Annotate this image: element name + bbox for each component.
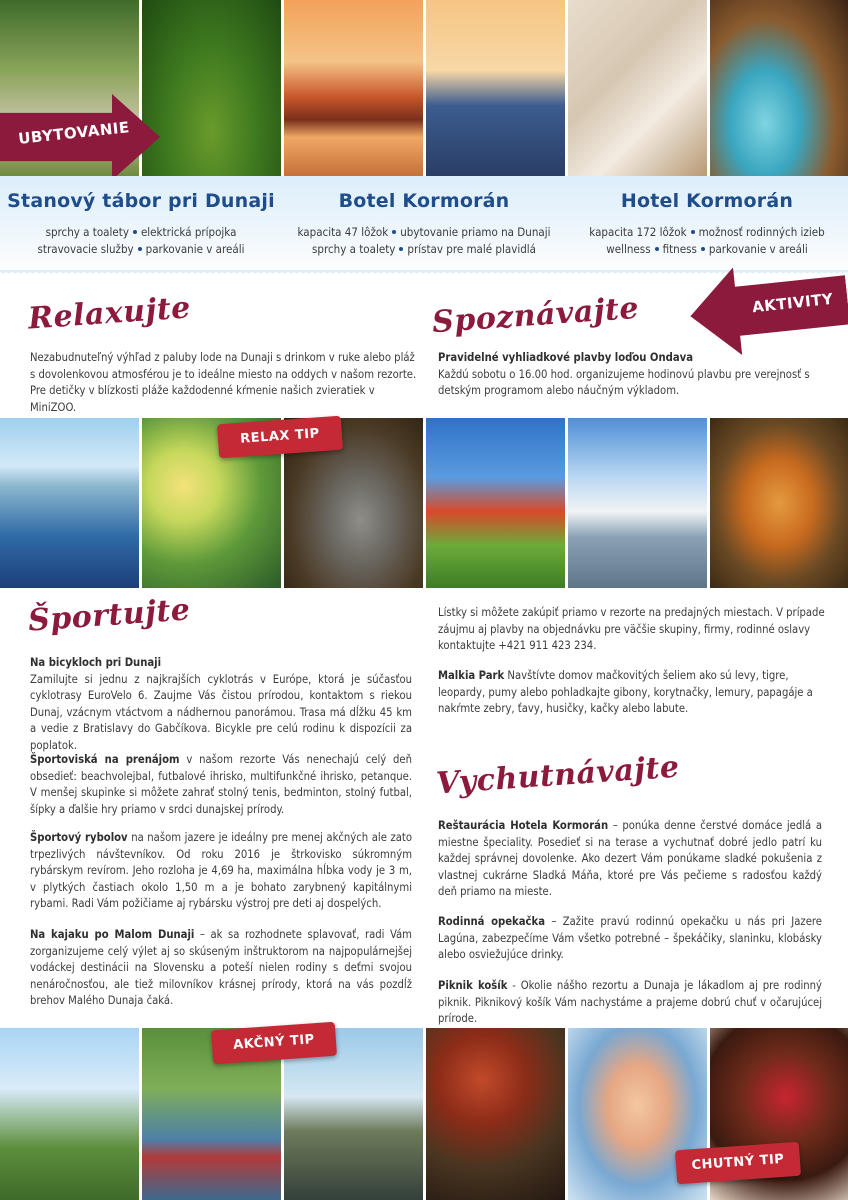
malkia-text: Navštívte domov mačkovitých šeliem ako sú levy, tigre, leopardy, pumy alebo pohladkajte gibony, korytnačky, lemury, papagáje a nakŕmte zebry, ťavy, husičky, kačky alebo labute.	[438, 669, 813, 715]
relax-text: Nezabudnuteľný výhľad z paluby lode na Dunaji s drinkom v ruke alebo pláž s dovolenkovou atmosférou je to ideálne miesto na oddych v našom rezorte. Pre detičky v blízkosti pláže každodenné kŕmenie našich zvieratiek v MiniZOO.	[30, 351, 417, 414]
taste-restaurant	[438, 818, 822, 901]
explore-cruise	[438, 350, 828, 400]
venue-feature: elektrická prípojka	[140, 225, 237, 239]
venue-features-hotel-2	[566, 241, 848, 258]
cruise-title: Pravidelné vyhliadkové plavby loďou Ondava	[438, 351, 693, 364]
venue-features-hotel-1	[566, 224, 848, 241]
taste-picnic	[438, 978, 822, 1028]
cruise-text: Každú sobotu o 16.00 hod. organizujeme hodinovú plavbu pre verejnosť s detským programom alebo náučným výkladom.	[438, 367, 810, 397]
sport-kayak	[30, 927, 412, 1010]
sport-rental	[30, 752, 412, 818]
venues-band-edge	[0, 270, 848, 276]
fishing-title: Športový rybolov	[30, 831, 128, 844]
venue-features-camp-2	[0, 241, 282, 258]
venue-feature: parkovanie v areáli	[708, 242, 808, 256]
explore-heading: Spoznávajte	[431, 290, 641, 341]
photo-deck-chairs	[0, 418, 139, 588]
bullet-dot-icon	[655, 247, 659, 251]
bike-text: Zamilujte si jednu z najkrajších cyklotrás v Európe, ktorá je súčasťou cyklotrasy EuroVelo 6. Zaujme Vás čistou prírodou, kontaktom s riekou Dunaj, vzácnym vtáctvom a nádhernou panorámou. Trasa má dĺžku 45 km a vedie z Bratislavy do Gabčíkova. Bicykle pre celú rodinu k dispozícii za poplatok.	[30, 672, 412, 752]
photo-wellness-pool	[710, 0, 848, 176]
venue-title-hotel: Hotel Kormorán	[620, 190, 794, 212]
restaurant-text: – ponúka denne čerstvé domáce jedlá a miestne špeciality. Posedieť si na terase a vychutnať dobré jedlo patrí ku každej správnej dovolenke. Ako dezert Vám ponúkame sladké pokušenia z vlastnej cukrárne Sladká Máňa, ktoré pre Vás pečieme s radosťou každý deň priamo na mieste.	[438, 819, 822, 898]
venue-feature: možnosť rodinných izieb	[698, 225, 825, 239]
relax-tip-badge: RELAX TIP	[217, 416, 343, 459]
photo-captain-statue	[426, 0, 565, 176]
bullet-dot-icon	[138, 247, 142, 251]
bullet-dot-icon	[133, 230, 137, 234]
venue-feature: fitness	[662, 242, 697, 256]
venue-feature: stravovacie služby	[37, 242, 134, 256]
activities-arrow-label: AKTIVITY	[751, 289, 835, 317]
picnic-text: - Okolie nášho rezortu a Dunaja je lákadlom aj pre rodinný piknik. Piknikový košík Vám nachystáme a prajeme dobrú chuť v očarujúcej prírode.	[438, 979, 822, 1025]
sport-fishing	[30, 830, 412, 913]
venue-feature: prístav pre malé plavidlá	[407, 242, 536, 256]
photo-tent-kids	[142, 0, 281, 176]
bike-title: Na bicykloch pri Dunaji	[30, 656, 162, 669]
venue-feature: sprchy a toalety	[45, 225, 129, 239]
bullet-dot-icon	[701, 247, 705, 251]
explore-malkia	[438, 668, 826, 718]
relax-heading: Relaxujte	[26, 290, 192, 337]
venue-feature: sprchy a toalety	[312, 242, 396, 256]
kayak-text: – ak sa rozhodnete splavovať, radi Vám zorganizujeme celý výlet aj so skúseným inštruktorom na najpopulárnejšej vodáckej destinácii na Slovensku a poteší nielen rodiny s deťmi svojou nenáročnosťou, ale tiež milovníkov krásnej prírody, ktorá na vás pozdĺž brehov Malého Dunaja čaká.	[30, 928, 412, 1007]
photo-grill	[426, 1028, 565, 1200]
photo-tiger	[710, 418, 848, 588]
venue-feature: wellness	[606, 242, 651, 256]
bullet-dot-icon	[392, 230, 396, 234]
bullet-dot-icon	[399, 247, 403, 251]
fishing-text: na našom jazere je ideálny pre menej akčných ale zato trpezlivých návštevníkov. Od roku 2016 je štrkovisko súkromným rybárskym revírom. Jeho rozloha je 4,69 ha, maximálna hĺbka vody je 3 m, v plytkých častiach okolo 1,50 m a je bohato zarybnený kapitálnymi rybami. Radi Vám požičiame aj rybársku výstroj pre deti aj dospelých.	[30, 831, 412, 910]
sport-tip-badge: AKČNÝ TIP	[211, 1022, 337, 1065]
venue-feature: kapacita 47 lôžok	[297, 225, 389, 239]
sport-bike	[30, 655, 412, 754]
venue-title-botel: Botel Kormorán	[338, 190, 510, 212]
venue-feature: ubytovanie priamo na Dunaji	[400, 225, 551, 239]
malkia-title: Malkia Park	[438, 669, 505, 682]
photo-botel	[284, 0, 423, 176]
venue-feature: kapacita 172 lôžok	[589, 225, 687, 239]
grill-text: – Zažite pravú rodinnú opekačku u nás pri Jazere Lagúna, zabezpečíme Vám všetko potrebné – špekáčiky, slaninku, klobásky alebo osviežujúce drinky.	[438, 915, 822, 961]
sport-heading: Športujte	[26, 592, 192, 639]
accommodation-arrow-label: UBYTOVANIE	[17, 118, 131, 148]
grill-title: Rodinná opekačka	[438, 915, 545, 928]
venue-features-botel-1	[283, 224, 565, 241]
restaurant-title: Reštaurácia Hotela Kormorán	[438, 819, 609, 832]
venue-feature: parkovanie v areáli	[145, 242, 245, 256]
photo-playground	[426, 418, 565, 588]
photo-ship-ondava	[568, 418, 707, 588]
kayak-title: Na kajaku po Malom Dunaji	[30, 928, 195, 941]
rental-title: Športoviská na prenájom	[30, 753, 180, 766]
taste-heading: Vychutnávajte	[435, 749, 681, 802]
bullet-dot-icon	[691, 230, 695, 234]
venue-features-botel-2	[283, 241, 565, 258]
venue-title-camp: Stanový tábor pri Dunaji	[7, 190, 275, 212]
rental-text: v našom rezorte Vás nenechajú celý deň obsedieť: beachvolejbal, futbalové ihrisko, multifunkčné ihrisko, petanque. V menšej skupinke si môžete zahrať stolný tenis, bedminton, stolný futbal, šípky a ďalšie hry priamo v srdci dunajskej prírody.	[30, 753, 412, 816]
venue-features-camp-1	[0, 224, 282, 241]
explore-tickets: Lístky si môžete zakúpiť priamo v rezorte na predajných miestach. V prípade záujmu aj plavby na objednávku pre väčšie skupiny, firmy, rodinné oslavy kontaktujte +421 911 423 234.	[438, 606, 825, 652]
photo-hotel-room	[568, 0, 707, 176]
photo-cyclist	[0, 1028, 139, 1200]
picnic-title: Piknik košík	[438, 979, 508, 992]
taste-tip-badge: CHUTNÝ TIP	[675, 1142, 801, 1185]
taste-grill	[438, 914, 822, 964]
